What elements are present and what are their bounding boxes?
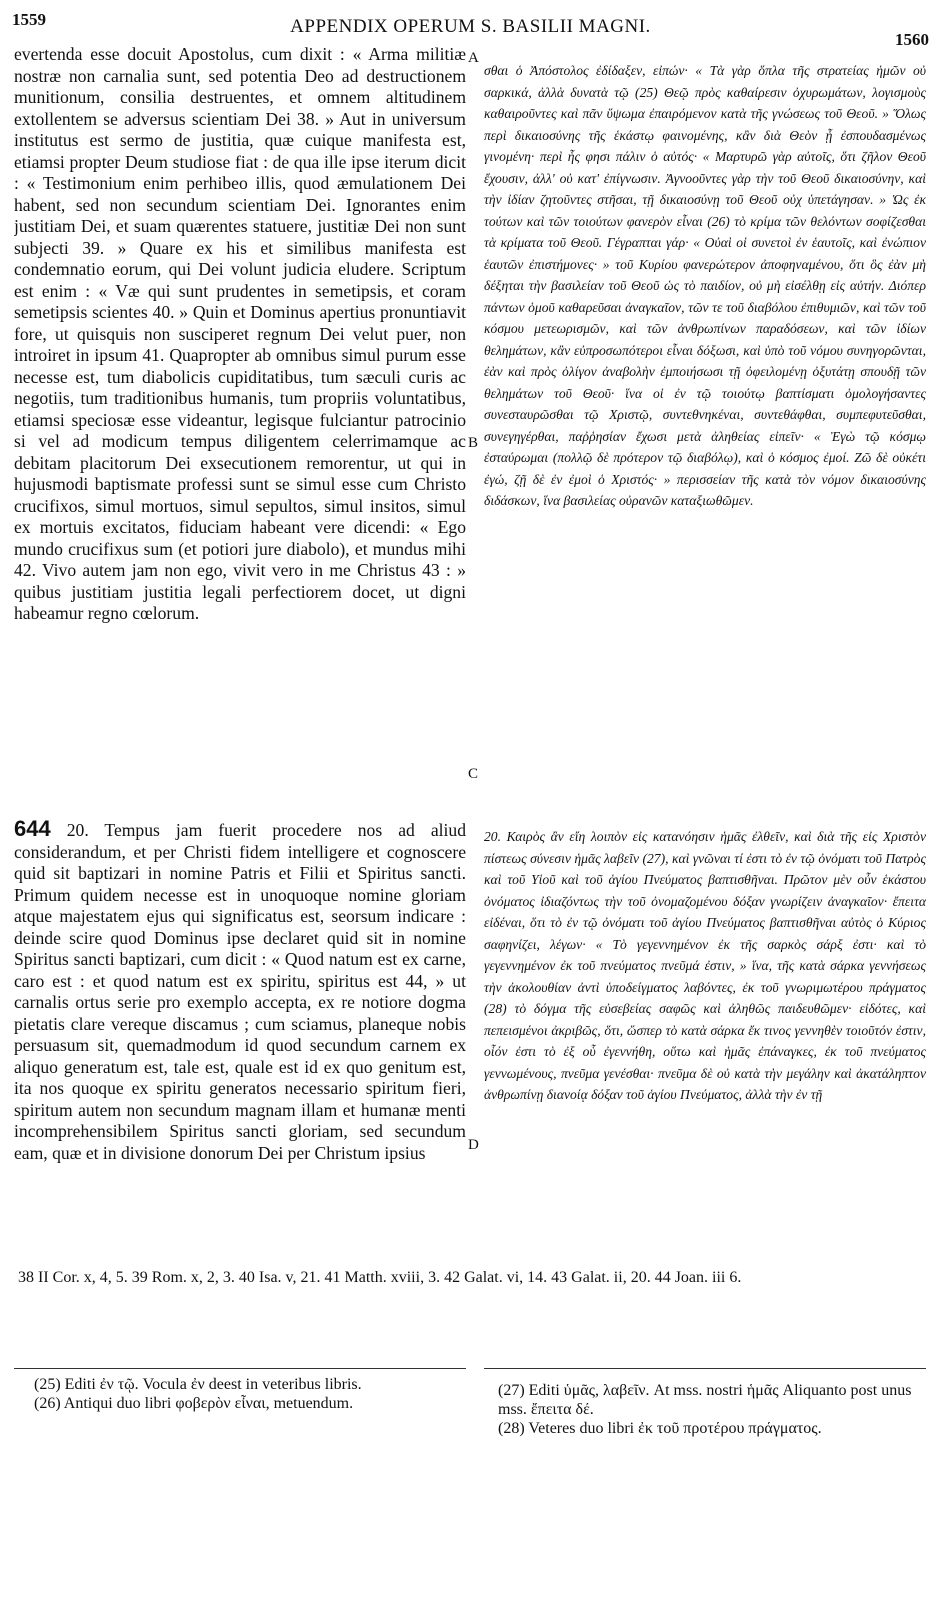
footnotes-left: [34, 1375, 464, 1413]
section-number: 644: [14, 818, 51, 841]
left-page-number: 1559: [12, 10, 46, 29]
footnote-25: (25) Editi ἐν τῷ. Vocula ἐν deest in veteribus libris.: [34, 1376, 362, 1393]
footnote-28: (28) Veteres duo libri ἐκ τοῦ προτέρου πράγματος.: [498, 1420, 822, 1437]
footnote-27: (27) Editi ὑμᾶς, λαβεῖν. At mss. nostri ἡμᾶς Aliquanto post unus mss. ἔπειτα δέ.: [498, 1382, 912, 1418]
greek-paragraph-2: 20. Καιρὸς ἂν εἴη λοιπὸν εἰς κατανόησιν ἡμᾶς ἐλθεῖν, καὶ διὰ τῆς εἰς Χριστὸν πίστεως σύνεσιν ἡμᾶς λαβεῖν (27), καὶ γνῶναι τί ἐστι τὸ ἐν τῷ ὀνόματι τοῦ Πατρὸς καὶ τοῦ Υἱοῦ καὶ τοῦ ἁγίου Πνεύματος βαπτισθῆναι. Πρῶτον μὲν οὖν ἑκάστου ὀνόματος ἰδιαζόντως τὴν τοῦ ὀνομαζομένου δόξαν γνωρίζειν ἀναγκαῖον· ἔπειτα εἰδέναι, ὅτι τὸ ἐν τῷ ὀνόματι τοῦ ἁγίου Πνεύματος βαπτισθῆναι αὐτὸς ὁ Κύριος σαφηνίζει, λέγων· « Τὸ γεγεννημένον ἐκ τῆς σαρκὸς σάρξ ἐστι· καὶ τὸ γεγεννημένον ἐκ τοῦ πνεύματος πνεῦμά ἐστιν, » ἵνα, τῆς κατὰ σάρκα γεννήσεως τὴν ἀκολουθίαν ἀντὶ ὑποδείγματος λαβόντες, ἐκ τοῦ γνωριμωτέρου πράγματος (28) τὸ δόγμα τῆς εὐσεβείας σαφῶς καὶ ἀληθῶς παιδευθῶμεν· εἰδότες, καὶ πεπεισμένοι ἀκριβῶς, ὅτι, ὥσπερ τὸ κατὰ σάρκα ἔκ τινος γεννηθὲν τοιοῦτόν ἐστιν, οἷόν ἐστι τὸ ἐξ οὗ ἐγεννήθη, οὕτω καὶ ἡμᾶς ἐπάναγκες, ἐκ τοῦ πνεύματος γεννωμένους, πνεῦμα γενέσθαι· πνεῦμα δὲ οὐ κατὰ τὴν μεγάλην καὶ ἀκατάληπτον ἀνθρωπίνῃ διανοίᾳ δόξαν τοῦ ἁγίου Πνεύματος, ἀλλὰ τὴν ἐν τῇ: [484, 829, 926, 1102]
greek-column-top: [484, 60, 926, 820]
footnotes-right: [498, 1381, 928, 1438]
margin-marker-d: D: [468, 1137, 479, 1153]
footnote-divider-right: [484, 1368, 926, 1369]
greek-paragraph-1: σθαι ὁ Ἀπόστολος ἐδίδαξεν, εἰπών· « Τὰ γὰρ ὅπλα τῆς στρατείας ἡμῶν οὐ σαρκικά, ἀλλὰ δυνατὰ τῷ (25) Θεῷ πρὸς καθαίρεσιν ὀχυρωμάτων, λογισμοὺς καθαιροῦντες καὶ πᾶν ὕψωμα ἐπαιρόμενον κατὰ τῆς γνώσεως τοῦ Θεοῦ. » Ὅλως περὶ δικαιοσύνης τῆς ἑκάστῳ φαινομένης, κἂν διὰ Θεὸν ᾖ ἐσπουδασμένως γινομένη· περὶ ἧς φησι πάλιν ὁ αὐτός· « Μαρτυρῶ γὰρ αὐτοῖς, ὅτι ζῆλον Θεοῦ ἔχουσιν, ἀλλ' οὐ κατ' ἐπίγνωσιν. Ἀγνοοῦντες γὰρ τὴν τοῦ Θεοῦ δικαιοσύνην, καὶ τὴν ἰδίαν ζητοῦντες στῆσαι, τῇ δικαιοσύνῃ τοῦ Θεοῦ οὐχ ὑπετάγησαν. » Ὡς ἐκ τούτων καὶ τῶν τοιούτων φανερὸν εἶναι (26) τὸ κρίμα τῶν θελόντων σοφίζεσθαι τὰ κρίματα τοῦ Θεοῦ. Γέγραπται γάρ· « Οὐαὶ οἱ συνετοὶ ἐν ἑαυτοῖς, καὶ ἐνώπιον ἑαυτῶν ἐπιστήμονες· » τοῦ Κυρίου φανερώτερον ἀποφηναμένου, ὅτι ὃς ἐὰν μὴ δέξηται τὴν βασιλείαν τοῦ Θεοῦ ὡς τὸ παιδίον, οὐ μὴ εἰσέλθῃ εἰς αὐτήν. Διόπερ πάντων ὁμοῦ καθαρεῦσαι ἀναγκαῖον, τῶν τε τοῦ διαβόλου ἐπιθυμιῶν, καὶ τῶν τοῦ κόσμου μετεωρισμῶν, καὶ τῶν ἀνθρωπίνων παραδόσεων, καὶ τῶν ἰδίων θελημάτων, κἂν εὐπροσωπότεροι εἶναι δόξωσι, καὶ ὑπὸ τοῦ νόμου συνηγορῶνται, ἐὰν καὶ πρὸς ὀλίγον ἀναβολὴν ἐμποιήσωσι τῇ ὀφειλομένῃ ὀξυτάτῃ σπουδῇ τῶν θελημάτων τοῦ Θεοῦ· ἵνα οἱ ἐν τῷ τοιούτῳ βαπτίσματι ὁμολογήσαντες συνεσταυρῶσθαι τῷ Χριστῷ, συντεθνηκέναι, συντεθάφθαι, συμπεφυτεῦσθαι, συνεγηγέρθαι, παῤῥησίαν ἔχωσι μετὰ ἀληθείας εἰπεῖν· « Ἐγὼ τῷ κόσμῳ ἐσταύρωμαι (πολλῷ δὲ πρότερον τῷ διαβόλῳ), καὶ ὁ κόσμος ἐμοί. Ζῶ δὲ οὐκέτι ἐγώ, ζῇ δὲ ἐν ἐμοὶ ὁ Χριστός· » περισσείαν τῆς κατὰ τὸν νόμον δικαιοσύνης διδάσκων, ἵνα βασιλείας οὐρανῶν καταξιωθῶμεν.: [484, 63, 926, 508]
margin-marker-b: B: [468, 435, 479, 451]
scripture-references: 38 II Cor. x, 4, 5. 39 Rom. x, 2, 3. 40 Isa. v, 21. 41 Matth. xviii, 3. 42 Galat. vi, 14. 43 Galat. ii, 20. 44 Joan. iii 6.: [18, 1269, 742, 1286]
footnote-26: (26) Antiqui duo libri φοβερὸν εἶναι, metuendum.: [34, 1395, 354, 1412]
latin-paragraph-1: evertenda esse docuit Apostolus, cum dixit : « Arma militiæ nostræ non carnalia sunt, sed potentia Deo ad destructionem munitionum, consilia destruentes, et omnem altitudinem extollentem se adversus scientiam Dei 38. » Aut in universum institutus est sermo de justitia, quæ cuique manifesta est, etiamsi propter Deum studiose fiat : de qua ille ipse iterum dicit : « Testimonium enim perhibeo illis, quod æmulationem Dei habent, sed non secundum scientiam Dei. Ignorantes enim justitiam Dei, et suam quærentes statuere, justitiæ Dei non sunt subjecti 39. » Quare ex his et similibus manifesta est condemnatio eorum, qui Dei volunt judicia eludere. Scriptum est enim : « Væ qui sunt prudentes in semetipsis, et coram semetipsis scientes 40. » Quin et Dominus apertius pronuntiavit fore, ut quisquis non susciperet regnum Dei velut puer, non introiret in ipsum 41. Quapropter ab omnibus simul purum esse necesse est, tum diabolicis cupiditatibus, tum sæculi curis ac negotiis, tum traditionibus humanis, tum propriis voluntatibus, etiamsi speciosæ esse videantur, legisque fulciantur patrocinio si vel ad modicum tempus diligentem celerrimamque ac debitam placitorum Dei exsecutionem remorentur, ut qui in hujusmodi baptismate professi sunt se simul esse cum Christo crucifixos, simul mortuos, simul sepultos, simul insitos, simul ex mortuis excitatos, fiduciam habeant vere dicendi: « Ego mundo crucifixus sum (et potiori jure diabolo), et mundus mihi 42. Vivo autem jam non ego, vivit vero in me Christus 43 : » quibus justitiam justitia legali perfectiorem docet, ut digni habeamur regno cœlorum.: [14, 44, 466, 623]
latin-column-top: [14, 44, 466, 814]
latin-paragraph-2-text: 20. Tempus jam fuerit procedere nos ad aliud considerandum, et per Christi fidem intelligere et cognoscere quid sit baptizari in nomine Patris et Filii et Spiritus sancti. Primum quidem necesse est in unoquoque nomine gloriam atque majestatem ejus qui significatus est, seorsum indicare : deinde scire quod Dominus ipse declaret quid sit in nomine Spiritus sancti baptizari, cum dicit : « Quod natum est ex carne, caro est : et quod natum est ex spiritu, spiritus est 44, » ut carnalis ortus serie pro exemplo accepta, ex re notiore dogma pietatis clare vereque discamus ; cum sciamus, planeque nobis persuasum sit, quemadmodum id quod secundum carnem ex aliquo generatum est, tale est, quale est id ex quo genitum est, ita nos quoque ex spiritu generatos necessario spiritum fieri, spiritum autem non secundum magnam illam et humanæ menti incomprehensibilem Spiritus sancti gloriam, sed secundum eam, quæ et in divisione donorum Dei per Christum ipsius: [14, 820, 466, 1163]
running-title: APPENDIX OPERUM S. BASILII MAGNI.: [290, 16, 651, 37]
margin-marker-c: C: [468, 766, 479, 782]
latin-column-bottom: [14, 818, 466, 1248]
margin-marker-a: A: [468, 50, 479, 66]
greek-column-bottom: [484, 826, 926, 1251]
latin-paragraph-2: [14, 818, 466, 1164]
right-page-number: 1560: [895, 30, 929, 49]
footnote-divider-left: [14, 1368, 466, 1369]
